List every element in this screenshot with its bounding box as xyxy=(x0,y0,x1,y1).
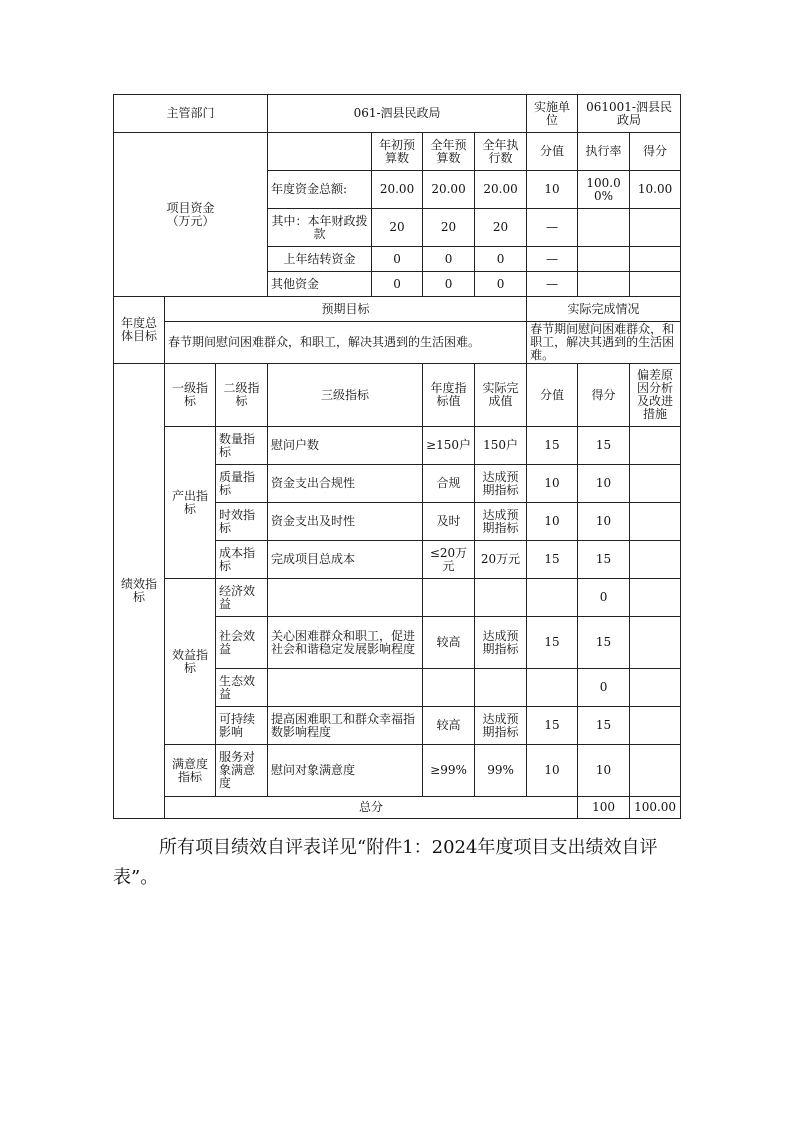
actual-value: 达成预期指标 xyxy=(475,465,527,503)
score-value xyxy=(527,669,578,707)
level2-indicator: 服务对象满意度 xyxy=(216,745,268,797)
funds-col-header: 年初预算数 xyxy=(372,133,423,171)
funds-cell: 20 xyxy=(475,209,527,247)
actual-value: 达成预期指标 xyxy=(475,707,527,745)
funds-cell xyxy=(630,247,681,272)
annual-target-value: ≥99% xyxy=(423,745,475,797)
funds-cell: 20.00 xyxy=(423,171,475,209)
performance-self-evaluation-table xyxy=(113,94,681,819)
level3-indicator: 提高困难职工和群众幸福指数影响程度 xyxy=(268,707,423,745)
perf-col-header: 二级指标 xyxy=(216,364,268,427)
actual-goal-text: 春节期间慰问困难群众，和职工，解决其遇到的生活困难。 xyxy=(527,322,681,364)
actual-value: 20万元 xyxy=(475,541,527,579)
funds-cell: 20.00 xyxy=(475,171,527,209)
total-score: 100.00 xyxy=(630,797,681,819)
score: 0 xyxy=(578,579,630,617)
funds-cell: 0 xyxy=(372,272,423,297)
funds-col-header: 得分 xyxy=(630,133,681,171)
level2-indicator: 社会效益 xyxy=(216,617,268,669)
funds-cell: 100.00% xyxy=(578,171,630,209)
perf-row xyxy=(114,427,681,465)
funds-cell: — xyxy=(527,272,578,297)
funds-row-name: 其中：本年财政拨款 xyxy=(268,209,372,247)
funds-cell: 0 xyxy=(423,247,475,272)
actual-value: 达成预期指标 xyxy=(475,617,527,669)
perf-row xyxy=(114,579,681,617)
level2-indicator: 经济效益 xyxy=(216,579,268,617)
funds-row-name: 年度资金总额: xyxy=(268,171,372,209)
dept-label: 主管部门 xyxy=(114,95,268,133)
funds-cell: — xyxy=(527,247,578,272)
unit-label: 实施单位 xyxy=(527,95,578,133)
funds-cell xyxy=(630,272,681,297)
score-value: 15 xyxy=(527,617,578,669)
score: 15 xyxy=(578,617,630,669)
score: 10 xyxy=(578,745,630,797)
annual-goal-label: 年度总体目标 xyxy=(114,297,165,364)
funds-cell xyxy=(578,209,630,247)
level2-indicator: 数量指标 xyxy=(216,427,268,465)
perf-indicator-label: 绩效指标 xyxy=(114,364,165,819)
level3-indicator: 慰问户数 xyxy=(268,427,423,465)
funds-row-name: 上年结转资金 xyxy=(268,247,372,272)
level3-indicator: 资金支出及时性 xyxy=(268,503,423,541)
annual-target-value: 较高 xyxy=(423,617,475,669)
funds-cell: 0 xyxy=(372,247,423,272)
level3-indicator xyxy=(268,669,423,707)
unit-value: 061001-泗县民政局 xyxy=(578,95,681,133)
level3-indicator: 关心困难群众和职工，促进社会和谐稳定发展影响程度 xyxy=(268,617,423,669)
level1-indicator: 产出指标 xyxy=(165,427,216,579)
header-row xyxy=(114,95,681,133)
funds-cell xyxy=(578,247,630,272)
total-row xyxy=(114,797,681,819)
funds-cell xyxy=(578,272,630,297)
funds-cell: 0 xyxy=(423,272,475,297)
deviation-note xyxy=(630,707,681,745)
funds-cell: 0 xyxy=(475,272,527,297)
score: 15 xyxy=(578,427,630,465)
deviation-note xyxy=(630,541,681,579)
annual-target-value: ≥150户 xyxy=(423,427,475,465)
funds-col-header: 全年预算数 xyxy=(423,133,475,171)
perf-header-row xyxy=(114,364,681,427)
score-value: 15 xyxy=(527,707,578,745)
deviation-note xyxy=(630,427,681,465)
funds-cell: 20.00 xyxy=(372,171,423,209)
total-score-value: 100 xyxy=(578,797,630,819)
deviation-note xyxy=(630,617,681,669)
funds-cell xyxy=(630,209,681,247)
perf-col-header: 实际完成值 xyxy=(475,364,527,427)
perf-row xyxy=(114,745,681,797)
funds-col-header: 分值 xyxy=(527,133,578,171)
level2-indicator: 时效指标 xyxy=(216,503,268,541)
deviation-note xyxy=(630,465,681,503)
deviation-note xyxy=(630,745,681,797)
actual-value: 150户 xyxy=(475,427,527,465)
funds-cell: 20 xyxy=(423,209,475,247)
score: 10 xyxy=(578,503,630,541)
score-value: 15 xyxy=(527,541,578,579)
funds-cell: 10.00 xyxy=(630,171,681,209)
annual-target-value: 及时 xyxy=(423,503,475,541)
perf-col-header: 一级指标 xyxy=(165,364,216,427)
score: 10 xyxy=(578,465,630,503)
level1-indicator: 满意度指标 xyxy=(165,745,216,797)
score-value: 10 xyxy=(527,465,578,503)
funds-header-row xyxy=(114,133,681,171)
funds-label: 项目资金 （万元） xyxy=(114,133,268,297)
level3-indicator: 资金支出合规性 xyxy=(268,465,423,503)
perf-col-header: 偏差原因分析及改进措施 xyxy=(630,364,681,427)
actual-goal-header: 实际完成情况 xyxy=(527,297,681,322)
funds-cell: 10 xyxy=(527,171,578,209)
perf-col-header: 年度指标值 xyxy=(423,364,475,427)
attachment-reference-paragraph: 所有项目绩效自评表详见“附件1：2024年度项目支出绩效自评表”。 xyxy=(113,837,658,888)
score-value: 10 xyxy=(527,503,578,541)
annual-target-value xyxy=(423,579,475,617)
deviation-note xyxy=(630,503,681,541)
annual-target-value: 较高 xyxy=(423,707,475,745)
funds-cell: — xyxy=(527,209,578,247)
actual-value xyxy=(475,669,527,707)
level2-indicator: 生态效益 xyxy=(216,669,268,707)
score: 15 xyxy=(578,707,630,745)
dept-value: 061-泗县民政局 xyxy=(268,95,527,133)
funds-cell: 20 xyxy=(372,209,423,247)
perf-col-header: 三级指标 xyxy=(268,364,423,427)
level2-indicator: 质量指标 xyxy=(216,465,268,503)
funds-col-header: 执行率 xyxy=(578,133,630,171)
deviation-note xyxy=(630,579,681,617)
score: 15 xyxy=(578,541,630,579)
deviation-note xyxy=(630,669,681,707)
score: 0 xyxy=(578,669,630,707)
goals-content-row xyxy=(114,322,681,364)
funds-col-header: 全年执行数 xyxy=(475,133,527,171)
annual-target-value: 合规 xyxy=(423,465,475,503)
annual-target-value xyxy=(423,669,475,707)
expected-goal-text: 春节期间慰问困难群众，和职工，解决其遇到的生活困难。 xyxy=(165,322,527,364)
funds-corner-cell xyxy=(268,133,372,171)
level3-indicator xyxy=(268,579,423,617)
actual-value: 99% xyxy=(475,745,527,797)
level2-indicator: 可持续影响 xyxy=(216,707,268,745)
level2-indicator: 成本指标 xyxy=(216,541,268,579)
annual-target-value: ≤20万元 xyxy=(423,541,475,579)
total-label: 总分 xyxy=(165,797,578,819)
level1-indicator: 效益指标 xyxy=(165,579,216,745)
level3-indicator: 完成项目总成本 xyxy=(268,541,423,579)
funds-row-name: 其他资金 xyxy=(268,272,372,297)
expected-goal-header: 预期目标 xyxy=(165,297,527,322)
perf-col-header: 分值 xyxy=(527,364,578,427)
perf-col-header: 得分 xyxy=(578,364,630,427)
actual-value: 达成预期指标 xyxy=(475,503,527,541)
goals-header-row xyxy=(114,297,681,322)
funds-cell: 0 xyxy=(475,247,527,272)
score-value xyxy=(527,579,578,617)
score-value: 15 xyxy=(527,427,578,465)
level3-indicator: 慰问对象满意度 xyxy=(268,745,423,797)
score-value: 10 xyxy=(527,745,578,797)
actual-value xyxy=(475,579,527,617)
